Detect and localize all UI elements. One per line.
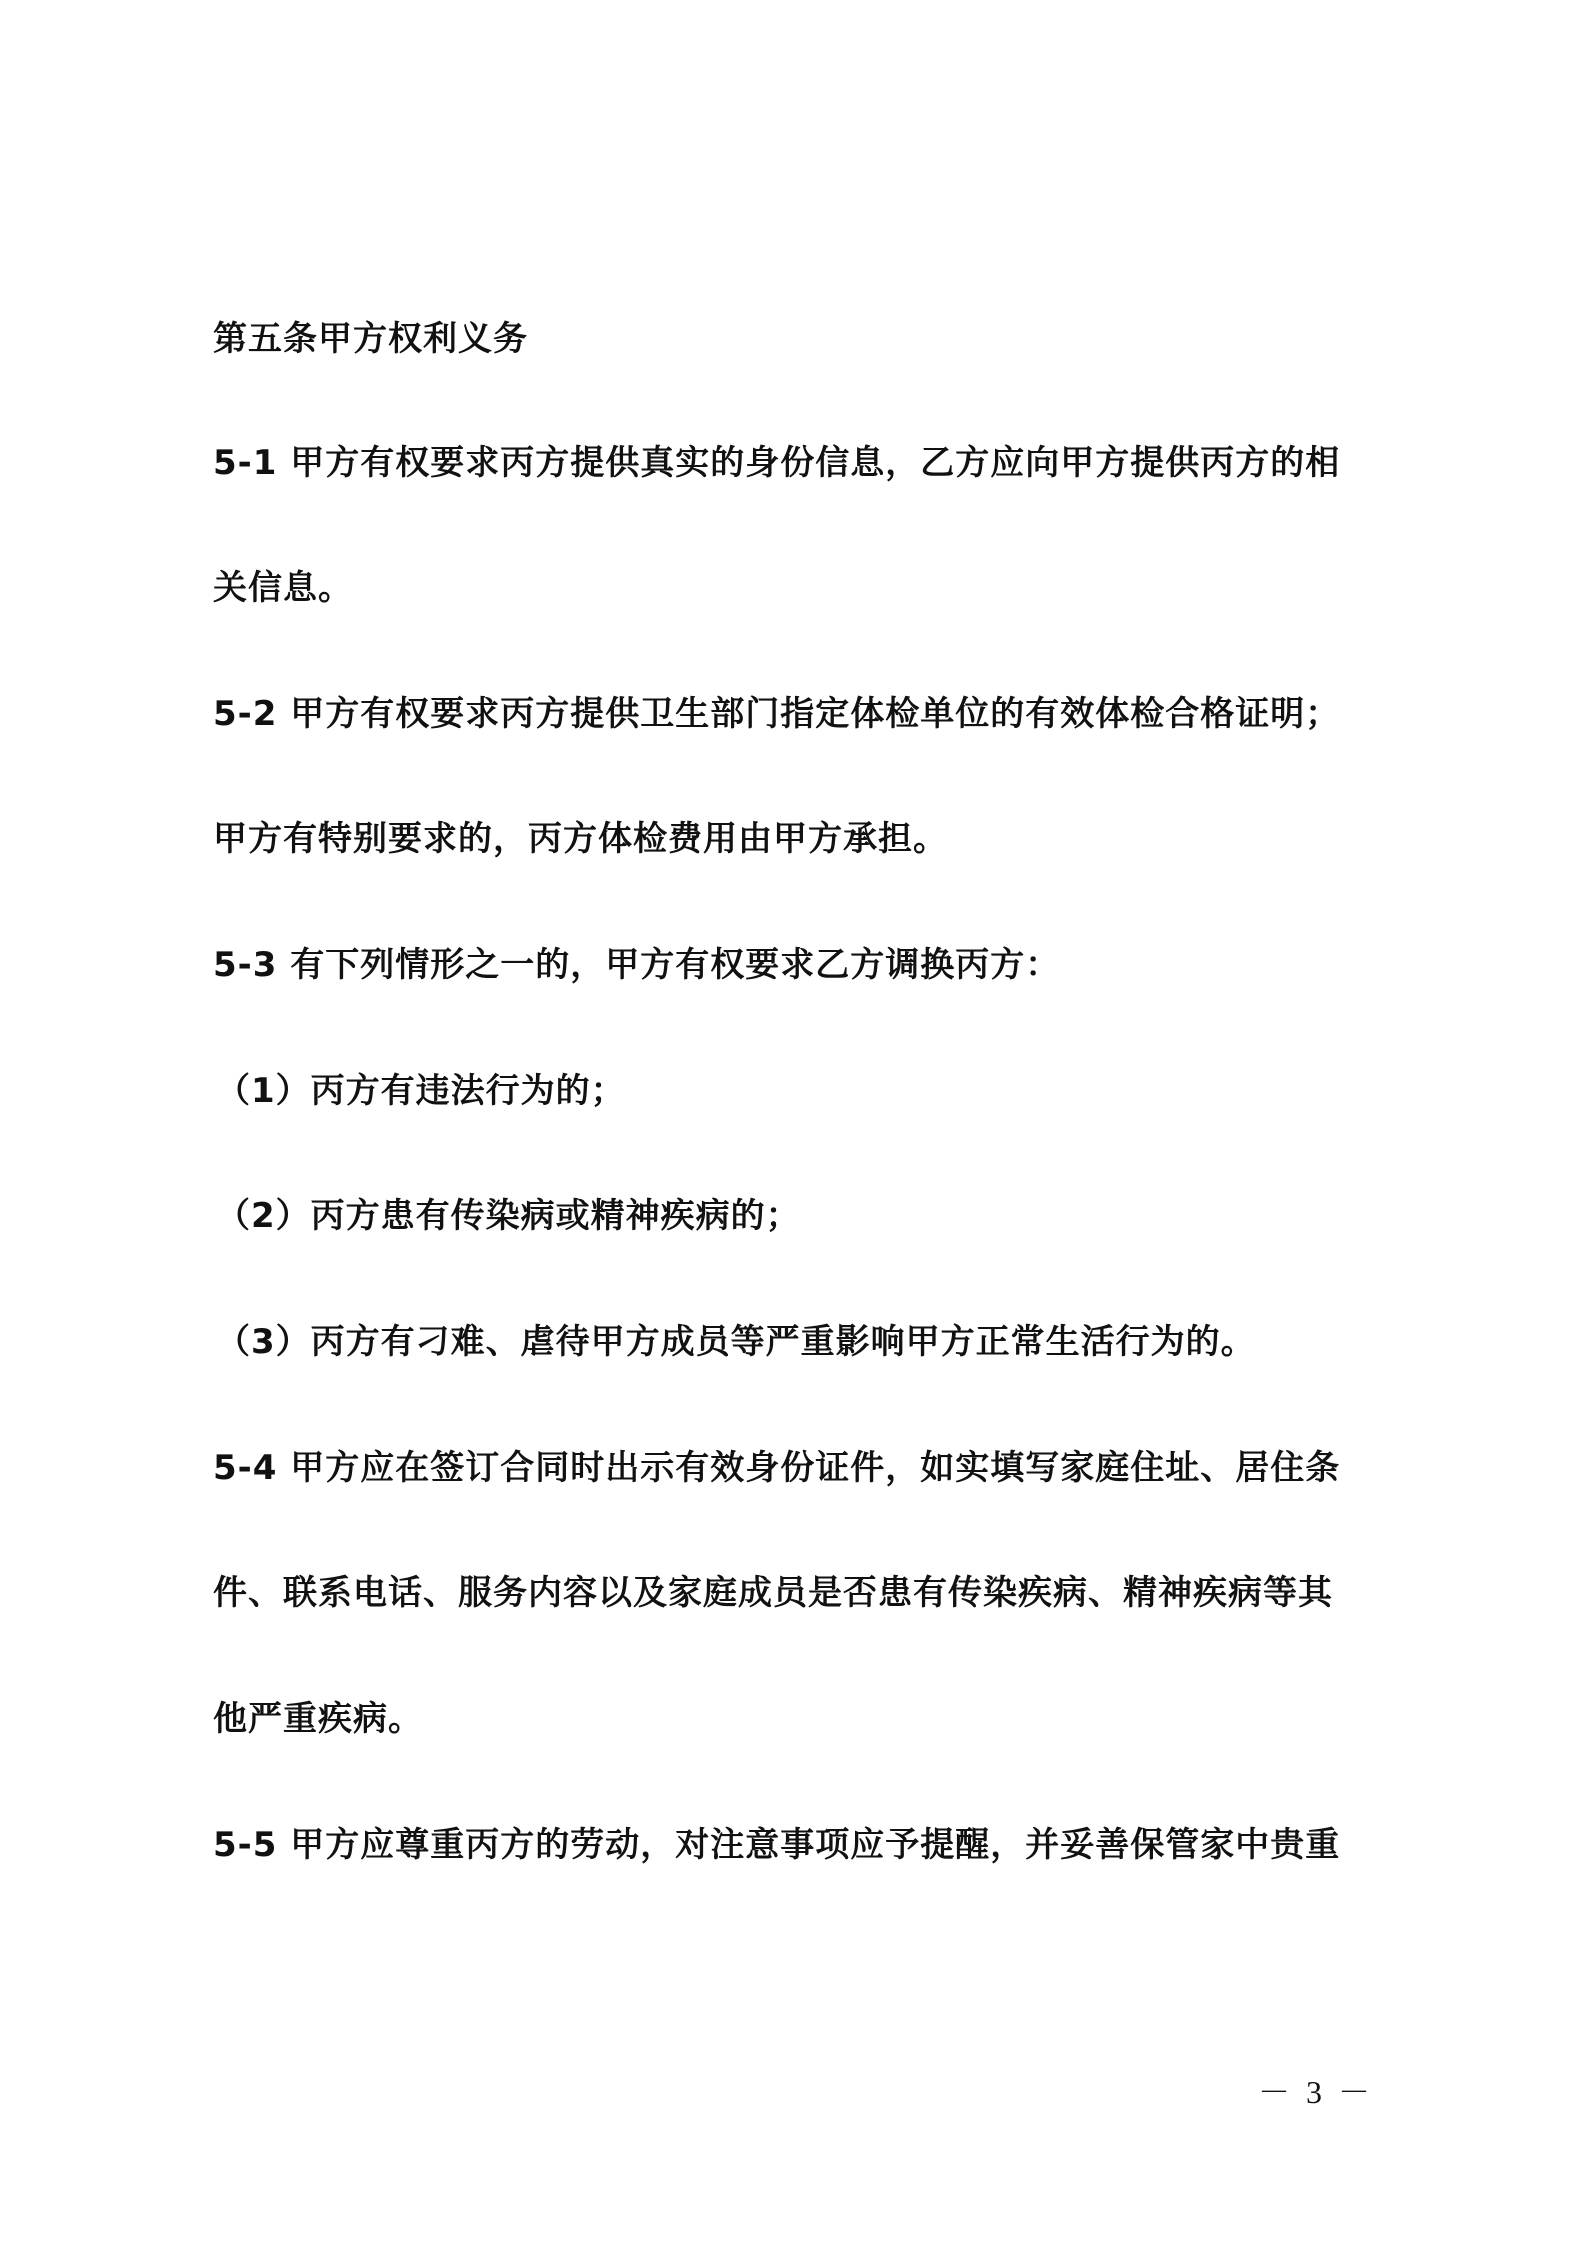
clause-5-1-line-1: 5-1 甲方有权要求丙方提供真实的身份信息，乙方应向甲方提供丙方的相	[213, 443, 1341, 483]
clause-5-3-item-2: （2）丙方患有传染病或精神疾病的；	[216, 1196, 801, 1236]
clause-5-5-line-1: 5-5 甲方应尊重丙方的劳动，对注意事项应予提醒，并妥善保管家中贵重	[213, 1825, 1341, 1865]
clause-5-2-line-1: 5-2 甲方有权要求丙方提供卫生部门指定体检单位的有效体检合格证明；	[213, 694, 1341, 734]
clause-5-3-item-3: （3）丙方有刁难、虐待甲方成员等严重影响甲方正常生活行为的。	[216, 1322, 1256, 1362]
page-number: － 3 －	[1258, 2074, 1375, 2110]
clause-5-4-line-2: 件、联系电话、服务内容以及家庭成员是否患有传染疾病、精神疾病等其	[213, 1573, 1333, 1613]
clause-5-4-line-3: 他严重疾病。	[213, 1699, 423, 1739]
clause-5-1-line-2: 关信息。	[213, 568, 353, 608]
clause-5-3-intro: 5-3 有下列情形之一的，甲方有权要求乙方调换丙方：	[213, 945, 1061, 985]
clause-5-4-line-1: 5-4 甲方应在签订合同时出示有效身份证件，如实填写家庭住址、居住条	[213, 1448, 1341, 1488]
clause-5-3-item-1: （1）丙方有违法行为的；	[216, 1071, 626, 1111]
clause-5-2-line-2: 甲方有特别要求的，丙方体检费用由甲方承担。	[213, 819, 948, 859]
section-heading: 第五条甲方权利义务	[213, 319, 528, 359]
